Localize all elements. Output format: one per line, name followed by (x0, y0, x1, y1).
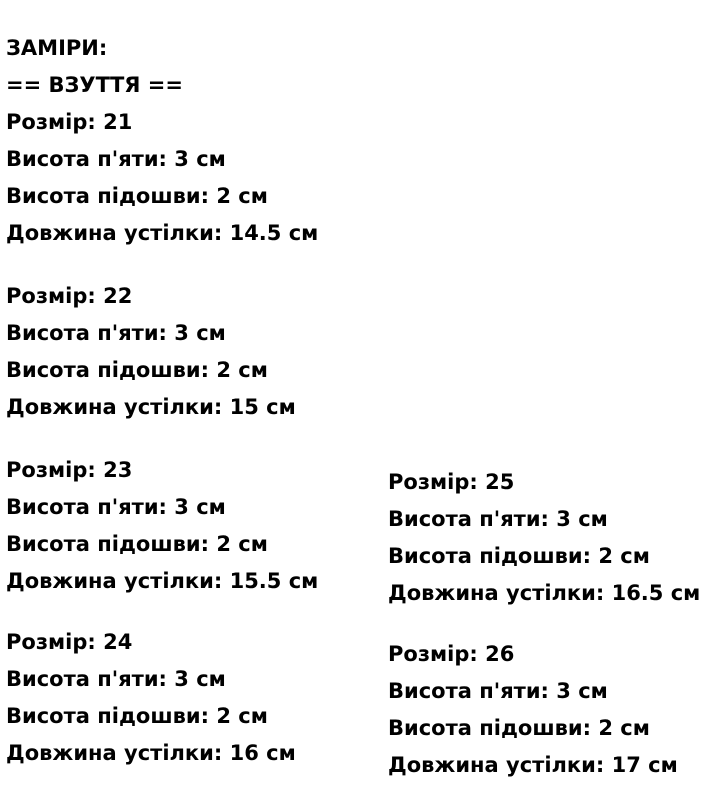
heel-height-label: Висота п'яти: 3 см (6, 321, 226, 345)
size-block-23 (6, 452, 318, 600)
insole-length-label: Довжина устілки: 16.5 см (388, 581, 701, 605)
heel-height-label: Висота п'яти: 3 см (6, 667, 226, 691)
size-block-22 (6, 278, 318, 426)
insole-length-label: Довжина устілки: 17 см (388, 753, 678, 777)
heel-height-label: Висота п'яти: 3 см (6, 495, 226, 519)
heel-height-label: Висота п'яти: 3 см (388, 507, 608, 531)
sole-height-label: Висота підошви: 2 см (6, 184, 268, 208)
insole-length-label: Довжина устілки: 15.5 см (6, 569, 319, 593)
page-title: ЗАМІРИ: (6, 36, 108, 60)
block-spacer (6, 426, 318, 452)
block-spacer (388, 612, 700, 636)
size-label: Розмір: 25 (388, 470, 515, 494)
sole-height-label: Висота підошви: 2 см (6, 704, 268, 728)
size-block-24 (6, 624, 318, 772)
left-column (6, 30, 318, 772)
insole-length-label: Довжина устілки: 16 см (6, 741, 296, 765)
block-spacer (6, 252, 318, 278)
size-label: Розмір: 26 (388, 642, 515, 666)
heel-height-label: Висота п'яти: 3 см (6, 147, 226, 171)
block-spacer (6, 600, 318, 624)
size-block-21 (6, 104, 318, 252)
size-label: Розмір: 23 (6, 458, 133, 482)
size-block-26 (388, 636, 700, 784)
size-label: Розмір: 21 (6, 110, 133, 134)
insole-length-label: Довжина устілки: 15 см (6, 395, 296, 419)
sole-height-label: Висота підошви: 2 см (388, 544, 650, 568)
size-block-25 (388, 464, 700, 612)
sole-height-label: Висота підошви: 2 см (388, 716, 650, 740)
section-title: == ВЗУТТЯ == (6, 73, 183, 97)
right-column (388, 464, 700, 784)
sole-height-label: Висота підошви: 2 см (6, 532, 268, 556)
size-label: Розмір: 24 (6, 630, 133, 654)
size-label: Розмір: 22 (6, 284, 133, 308)
heel-height-label: Висота п'яти: 3 см (388, 679, 608, 703)
sole-height-label: Висота підошви: 2 см (6, 358, 268, 382)
insole-length-label: Довжина устілки: 14.5 см (6, 221, 319, 245)
